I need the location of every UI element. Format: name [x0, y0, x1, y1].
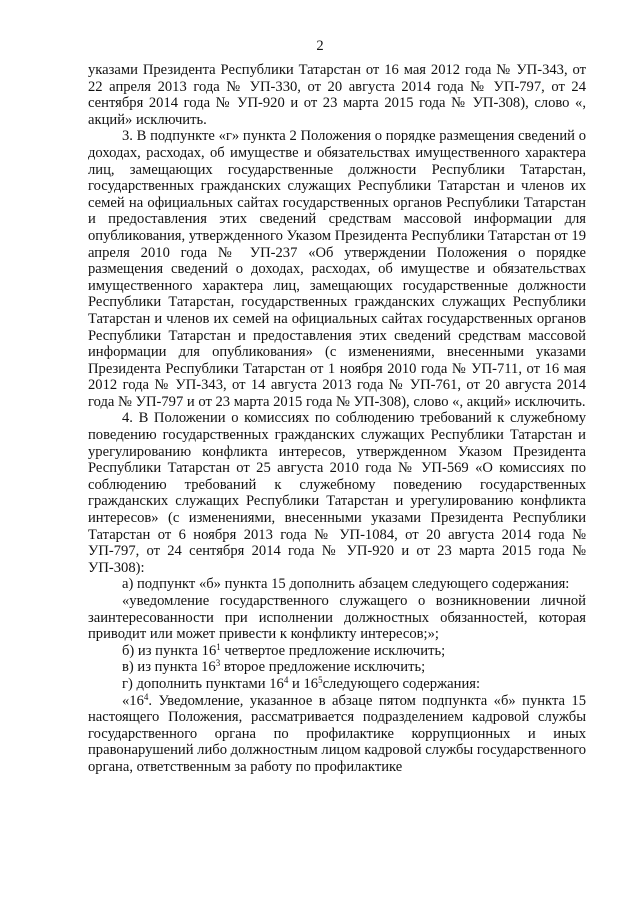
paragraph-quote-notification: «уведомление государственного служащего о возникновении личной заинтересованности при исполнении должностных обязанностей, которая приводит или может привести к конфликту интересов;»;	[88, 593, 586, 643]
paragraph-subitem-v: в) из пункта $16^3$ второе предложение исключить;	[122, 658, 426, 676]
paragraph-subitem-b: б) из пункта $16^1$ четвертое предложение исключить;	[122, 641, 446, 659]
page-number: 2	[316, 38, 324, 54]
paragraph-subitem-a: а) подпункт «б» пункта 15 дополнить абзацем следующего содержания:	[122, 576, 570, 593]
paragraph-item-4: 4. В Положении о комиссиях по соблюдению требований к служебному поведению государственных гражданских служащих Республики Татарстан и урегулированию конфликта интересов, утвержденном Указом Президента Республики Татарстан от 25 августа 2010 года № УП-569 «О комиссиях по соблюдению требований к служебному поведению государственных гражданских служащих Республики Татарстан и урегулированию конфликта интересов» (с изменениями, внесенными указами Президента Республики Татарстан от 6 ноября 2013 года № УП-1084, от 20 августа 2014 года № УП-797, от 24 сентября 2014 года № УП-920 и от 23 марта 2015 года № УП-308):	[88, 410, 586, 576]
paragraph-continuation: указами Президента Республики Татарстан от 16 мая 2012 года № УП-343, от 22 апреля 2013 года № УП-330, от 20 августа 2014 года № УП-797, от 24 сентября 2014 года № УП-920 и от 23 марта 2015 года № УП-308), слово «, акций» исключить.	[88, 62, 586, 128]
paragraph-item-3: 3. В подпункте «г» пункта 2 Положения о порядке размещения сведений о доходах, расходах, об имуществе и обязательствах имущественного характера лиц, замещающих государственные должности Республики Татарстан, государственных гражданских служащих Республики Татарстан и членов их семей на официальных сайтах государственных органов Республики Татарстан и предоставления этих сведений средствам массовой информации для опубликования, утвержденного Указом Президента Республики Татарстан от 19 апреля 2010 года № УП-237 «Об утверждении Положения о порядке размещения сведений о доходах, расходах, об имуществе и обязательствах имущественного характера лиц, замещающих государственные должности Республики Татарстан, государственных гражданских служащих Республики Татарстан и членов их семей на официальных сайтах государственных органов Республики Татарстан и предоставления этих сведений средствам массовой информации для опубликования» (с изменениями, внесенными указами Президента Республики Татарстан от 1 ноября 2010 года № УП-711, от 16 мая 2012 года № УП-343, от 14 августа 2013 года № УП-761, от 20 августа 2014 года № УП-797 и от 23 марта 2015 года № УП-308), слово «, акций» исключить.	[88, 128, 586, 410]
paragraph-point-16-4: «$16^4$. Уведомление, указанное в абзаце пятом подпункта «б» пункта 15 настоящего Положения, рассматривается подразделением кадровой службы государственного органа по профилактике коррупционных и иных правонарушений либо должностным лицом кадровой службы государственного органа, ответственным за работу по профилактике	[88, 691, 586, 775]
document-body	[88, 62, 586, 776]
paragraph-subitem-g: г) дополнить пунктами $16^4$ и $16^5следующего$ содержания:	[122, 674, 481, 692]
